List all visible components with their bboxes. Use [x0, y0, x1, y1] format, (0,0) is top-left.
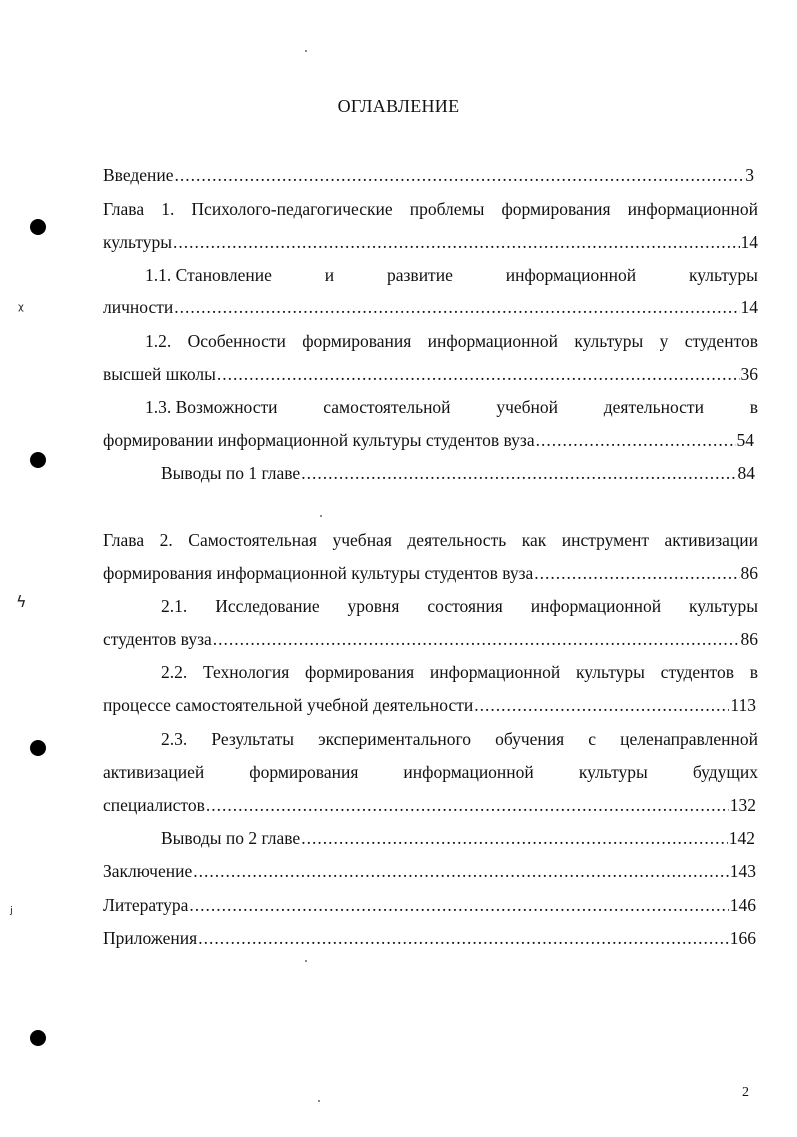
- toc-entry-appendix[interactable]: [103, 927, 756, 949]
- word: формирования: [249, 762, 359, 782]
- toc-entry-chapter2[interactable]: [103, 562, 758, 584]
- word: учебной: [496, 397, 559, 417]
- leader-dots: [213, 628, 740, 650]
- punch-hole: [30, 740, 46, 756]
- toc-page: 86: [740, 563, 758, 583]
- toc-section-2-1-line1[interactable]: [161, 595, 758, 617]
- toc-label: специалистов: [103, 795, 205, 815]
- page-title: ОГЛАВЛЕНИЕ: [337, 96, 460, 116]
- punch-hole: [30, 1030, 46, 1046]
- toc-page: 132: [729, 795, 756, 815]
- word: информационной: [403, 762, 534, 782]
- toc-page: 84: [737, 463, 755, 483]
- word: деятельности: [603, 397, 704, 417]
- word: информационной: [530, 596, 662, 616]
- word: Результаты: [211, 729, 294, 749]
- toc-label: Литература: [103, 895, 189, 915]
- toc-page: 86: [740, 629, 758, 649]
- word: активизацией: [103, 762, 205, 782]
- toc-page: 54: [736, 430, 754, 450]
- scan-mark: ϟ: [16, 592, 27, 611]
- leader-dots: [301, 462, 736, 484]
- word: обучения: [495, 729, 565, 749]
- toc-entry-intro[interactable]: [103, 164, 754, 186]
- word: культуры: [578, 762, 648, 782]
- toc-label: высшей школы: [103, 364, 216, 384]
- word: 1.3. Возможности: [145, 397, 278, 417]
- toc-page: 14: [740, 232, 758, 252]
- toc-page: 143: [729, 861, 756, 881]
- toc-label: формировании информационной культуры студентов вуза: [103, 430, 535, 450]
- toc-entry-conclusion[interactable]: [103, 860, 756, 882]
- toc-section-2-3-line1[interactable]: [161, 728, 758, 750]
- word: 2.3.: [161, 729, 188, 749]
- toc-entry-section-1-1[interactable]: [103, 296, 758, 318]
- word: будущих: [692, 762, 758, 782]
- word: в: [749, 397, 758, 417]
- toc-entry-chapter1[interactable]: [103, 231, 758, 253]
- scan-mark: ᵡ: [18, 300, 24, 319]
- scan-speck: [320, 515, 322, 517]
- scan-speck: [318, 1100, 320, 1102]
- toc-entry-section-1-2[interactable]: [103, 363, 758, 385]
- toc-section-1-3-line1[interactable]: [145, 396, 758, 418]
- leader-dots: [301, 827, 728, 849]
- word: экспериментального: [318, 729, 471, 749]
- word: развитие: [387, 265, 453, 285]
- leader-dots: [206, 794, 729, 816]
- toc-label: формирования информационной культуры студентов вуза: [103, 563, 534, 583]
- leader-dots: [474, 694, 729, 716]
- scan-mark: ⱼ: [10, 898, 13, 917]
- word: и: [324, 265, 335, 285]
- toc-section-2-3-line2[interactable]: [103, 761, 758, 783]
- leader-dots: [189, 894, 728, 916]
- toc-page: 146: [729, 895, 756, 915]
- toc-label: Приложения: [103, 928, 198, 948]
- toc-label: Выводы по 2 главе: [161, 828, 301, 848]
- word: информационной: [505, 265, 637, 285]
- word: культуры: [689, 596, 758, 616]
- toc-page: 36: [740, 364, 758, 384]
- word: 2.1.: [161, 596, 188, 616]
- word: уровня: [347, 596, 400, 616]
- punch-hole: [30, 219, 46, 235]
- word: 1.1. Становление: [145, 265, 272, 285]
- toc-label: студентов вуза: [103, 629, 212, 649]
- word: культуры: [688, 265, 758, 285]
- toc-label: личности: [103, 297, 174, 317]
- word: самостоятельной: [323, 397, 451, 417]
- word: состояния: [427, 596, 503, 616]
- toc-label: Выводы по 1 главе: [161, 463, 301, 483]
- toc-label: процессе самостоятельной учебной деятельности: [103, 695, 474, 715]
- leader-dots: [217, 363, 740, 385]
- punch-hole: [30, 452, 46, 468]
- toc-entry-conclusions-2[interactable]: [161, 827, 755, 849]
- page-number: 2: [742, 1085, 749, 1100]
- word: Исследование: [215, 596, 320, 616]
- leader-dots: [174, 296, 739, 318]
- toc-page: 166: [729, 928, 756, 948]
- toc-entry-section-2-1[interactable]: [103, 628, 758, 650]
- leader-dots: [173, 231, 740, 253]
- toc-chapter1-line1[interactable]: Глава 1. Психолого-педагогические проблемы формирования информационной: [103, 199, 758, 219]
- toc-page: 3: [745, 165, 754, 185]
- leader-dots: [198, 927, 729, 949]
- toc-page: 14: [740, 297, 758, 317]
- leader-dots: [193, 860, 729, 882]
- toc-page: 142: [728, 828, 755, 848]
- leader-dots: [536, 429, 736, 451]
- scan-speck: [305, 960, 307, 962]
- toc-entry-section-2-3[interactable]: [103, 794, 756, 816]
- leader-dots: [175, 164, 745, 186]
- toc-entry-section-2-2[interactable]: [103, 694, 756, 716]
- toc-page: 113: [730, 695, 756, 715]
- toc-chapter2-line1[interactable]: Глава 2. Самостоятельная учебная деятельность как инструмент активизации: [103, 530, 758, 550]
- toc-label: Введение: [103, 165, 174, 185]
- toc-entry-conclusions-1[interactable]: [161, 462, 755, 484]
- leader-dots: [534, 562, 739, 584]
- toc-entry-section-1-3[interactable]: [103, 429, 754, 451]
- toc-label: Заключение: [103, 861, 193, 881]
- toc-entry-literature[interactable]: [103, 894, 756, 916]
- word: целенаправленной: [620, 729, 758, 749]
- toc-section-1-1-line1[interactable]: [145, 264, 758, 286]
- toc-section-2-2-line1[interactable]: 2.2. Технология формирования информационной культуры студентов в: [161, 662, 758, 682]
- toc-label: культуры: [103, 232, 172, 252]
- toc-section-1-2-line1[interactable]: 1.2. Особенности формирования информационной культуры у студентов: [145, 331, 758, 351]
- word: с: [588, 729, 597, 749]
- scan-speck: [305, 50, 307, 52]
